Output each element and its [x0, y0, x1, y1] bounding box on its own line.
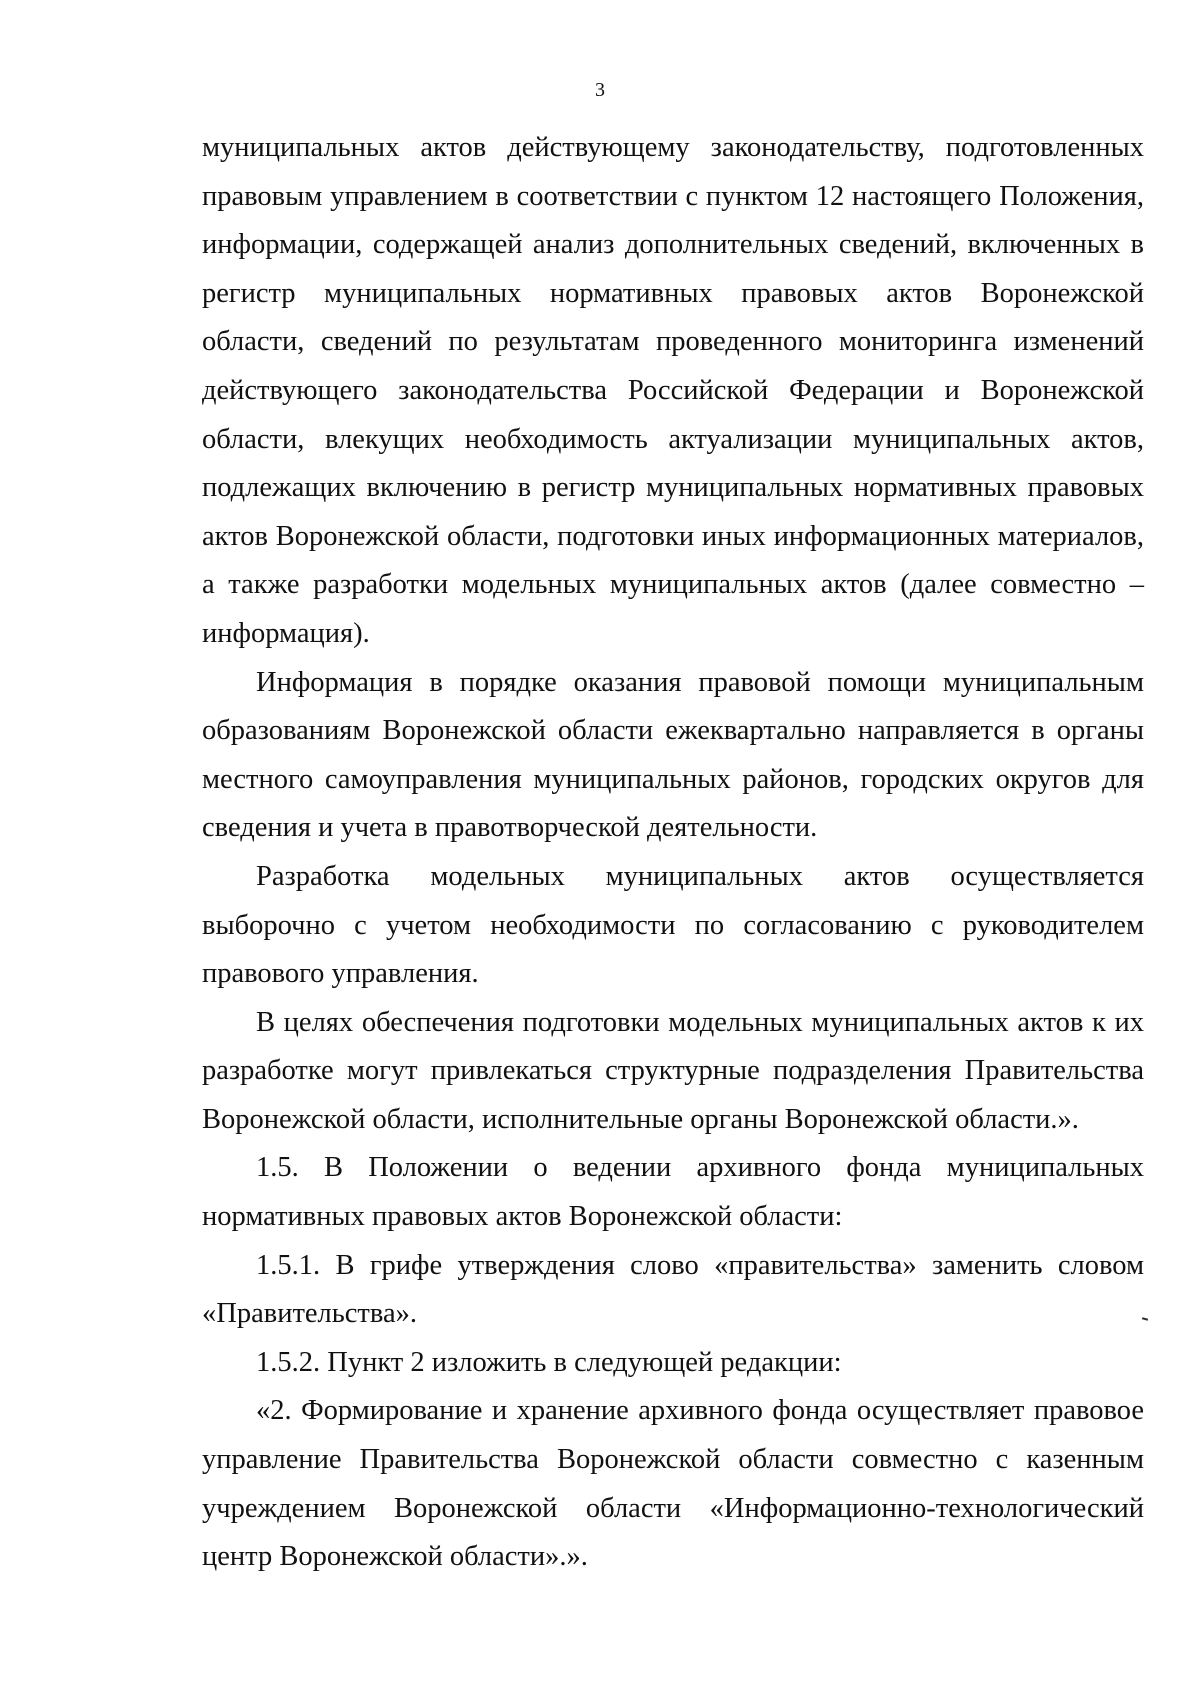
paragraph-information-distribution: Информация в порядке оказания правовой помощи муниципальным образованиям Воронежской области ежеквартально направляется в органы местного самоуправления муниципальных районов, городских округов для сведения и учета в правотворческой деятельности.: [202, 666, 1144, 844]
paragraph-clause-1-5-1: 1.5.1. В грифе утверждения слово «правительства» заменить словом «Правительства».: [202, 1249, 1144, 1330]
document-body: [202, 124, 1144, 1582]
paragraph-clause-1-5: 1.5. В Положении о ведении архивного фонда муниципальных нормативных правовых актов Воронежской области:: [202, 1152, 1144, 1233]
paragraph-model-acts-preparation: В целях обеспечения подготовки модельных муниципальных актов к их разработке могут привлекаться структурные подразделения Правительства Воронежской области, исполнительные органы Воронежской области.».: [202, 1006, 1144, 1135]
paragraph-continuation: муниципальных актов действующему законодательству, подготовленных правовым управлением в соответствии с пунктом 12 настоящего Положения, информации, содержащей анализ дополнительных сведений, включенных в регистр муниципальных нормативных правовых актов Воронежской области, сведений по результатам проведенного мониторинга изменений действующего законодательства Российской Федерации и Воронежской области, влекущих необходимость актуализации муниципальных актов, подлежащих включению в регистр муниципальных нормативных правовых актов Воронежской области, подготовки иных информационных материалов, а также разработки модельных муниципальных актов (далее совместно – информация).: [202, 132, 1144, 649]
paragraph-clause-2-text: «2. Формирование и хранение архивного фонда осуществляет правовое управление Правительства Воронежской области совместно с казенным учреждением Воронежской области «Информационно-технологический центр Воронежской области».».: [202, 1395, 1144, 1573]
page-number: 3: [595, 79, 605, 101]
paragraph-model-acts-development: Разработка модельных муниципальных актов осуществляется выборочно с учетом необходимости по согласованию с руководителем правового управления.: [202, 860, 1144, 990]
paragraph-clause-1-5-2: 1.5.2. Пункт 2 изложить в следующей редакции:: [256, 1346, 842, 1378]
